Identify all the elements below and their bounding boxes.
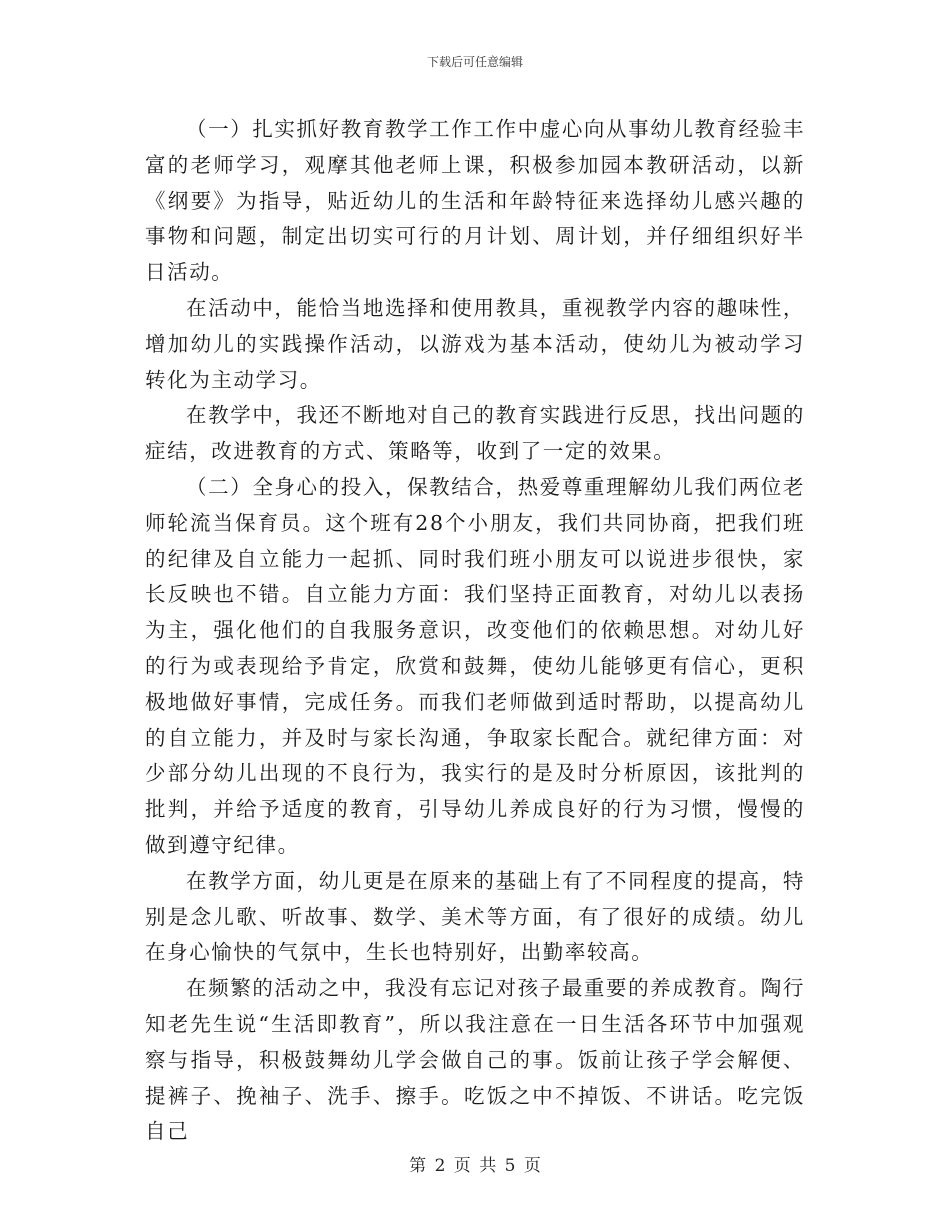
- paragraph-1: （一）扎实抓好教育教学工作工作中虚心向从事幼儿教育经验丰富的老师学习，观摩其他老师上课，积极参加园本教研活动，以新《纲要》为指导，贴近幼儿的生活和年龄特征来选择幼儿感兴趣的事物和问题，制定出切实可行的月计划、周计划，并仔细组织好半日活动。: [145, 117, 805, 285]
- paragraph-3: 在教学中，我还不断地对自己的教育实践进行反思，找出问题的症结，改进教育的方式、策略等，收到了一定的效果。: [145, 403, 805, 464]
- page-number-footer: 第 2 页 共 5 页: [409, 1156, 541, 1176]
- paragraph-4: （二）全身心的投入，保教结合，热爱尊重理解幼儿我们两位老师轮流当保育员。这个班有28个小朋友，我们共同协商，把我们班的纪律及自立能力一起抓、同时我们班小朋友可以说进步很快，家长反映也不错。自立能力方面：我们坚持正面教育，对幼儿以表扬为主，强化他们的自我服务意识，改变他们的依赖思想。对幼儿好的行为或表现给予肯定，欣赏和鼓舞，使幼儿能够更有信心，更积极地做好事情，完成任务。而我们老师做到适时帮助，以提高幼儿的自立能力，并及时与家长沟通，争取家长配合。就纪律方面：对少部分幼儿出现的不良行为，我实行的是及时分析原因，该批判的批判，并给予适度的教育，引导幼儿养成良好的行为习惯，慢慢的做到遵守纪律。: [145, 474, 805, 857]
- paragraph-6: 在频繁的活动之中，我没有忘记对孩子最重要的养成教育。陶行知老先生说“生活即教育”，所以我注意在一日生活各环节中加强观察与指导，积极鼓舞幼儿学会做自己的事。饭前让孩子学会解便、提裤子、挽袖子、洗手、擦手。吃饭之中不掉饭、不讲话。吃完饭自己: [145, 976, 805, 1144]
- page-header: 下载后可任意编辑: [426, 55, 523, 69]
- paragraph-2: 在活动中，能恰当地选择和使用教具，重视教学内容的趣味性，增加幼儿的实践操作活动，以游戏为基本活动，使幼儿为被动学习转化为主动学习。: [145, 295, 805, 392]
- paragraph-5: 在教学方面，幼儿更是在原来的基础上有了不同程度的提高，特别是念儿歌、听故事、数学、美术等方面，有了很好的成绩。幼儿在身心愉快的气氛中，生长也特别好，出勤率较高。: [145, 868, 805, 965]
- document-body: [145, 112, 805, 1150]
